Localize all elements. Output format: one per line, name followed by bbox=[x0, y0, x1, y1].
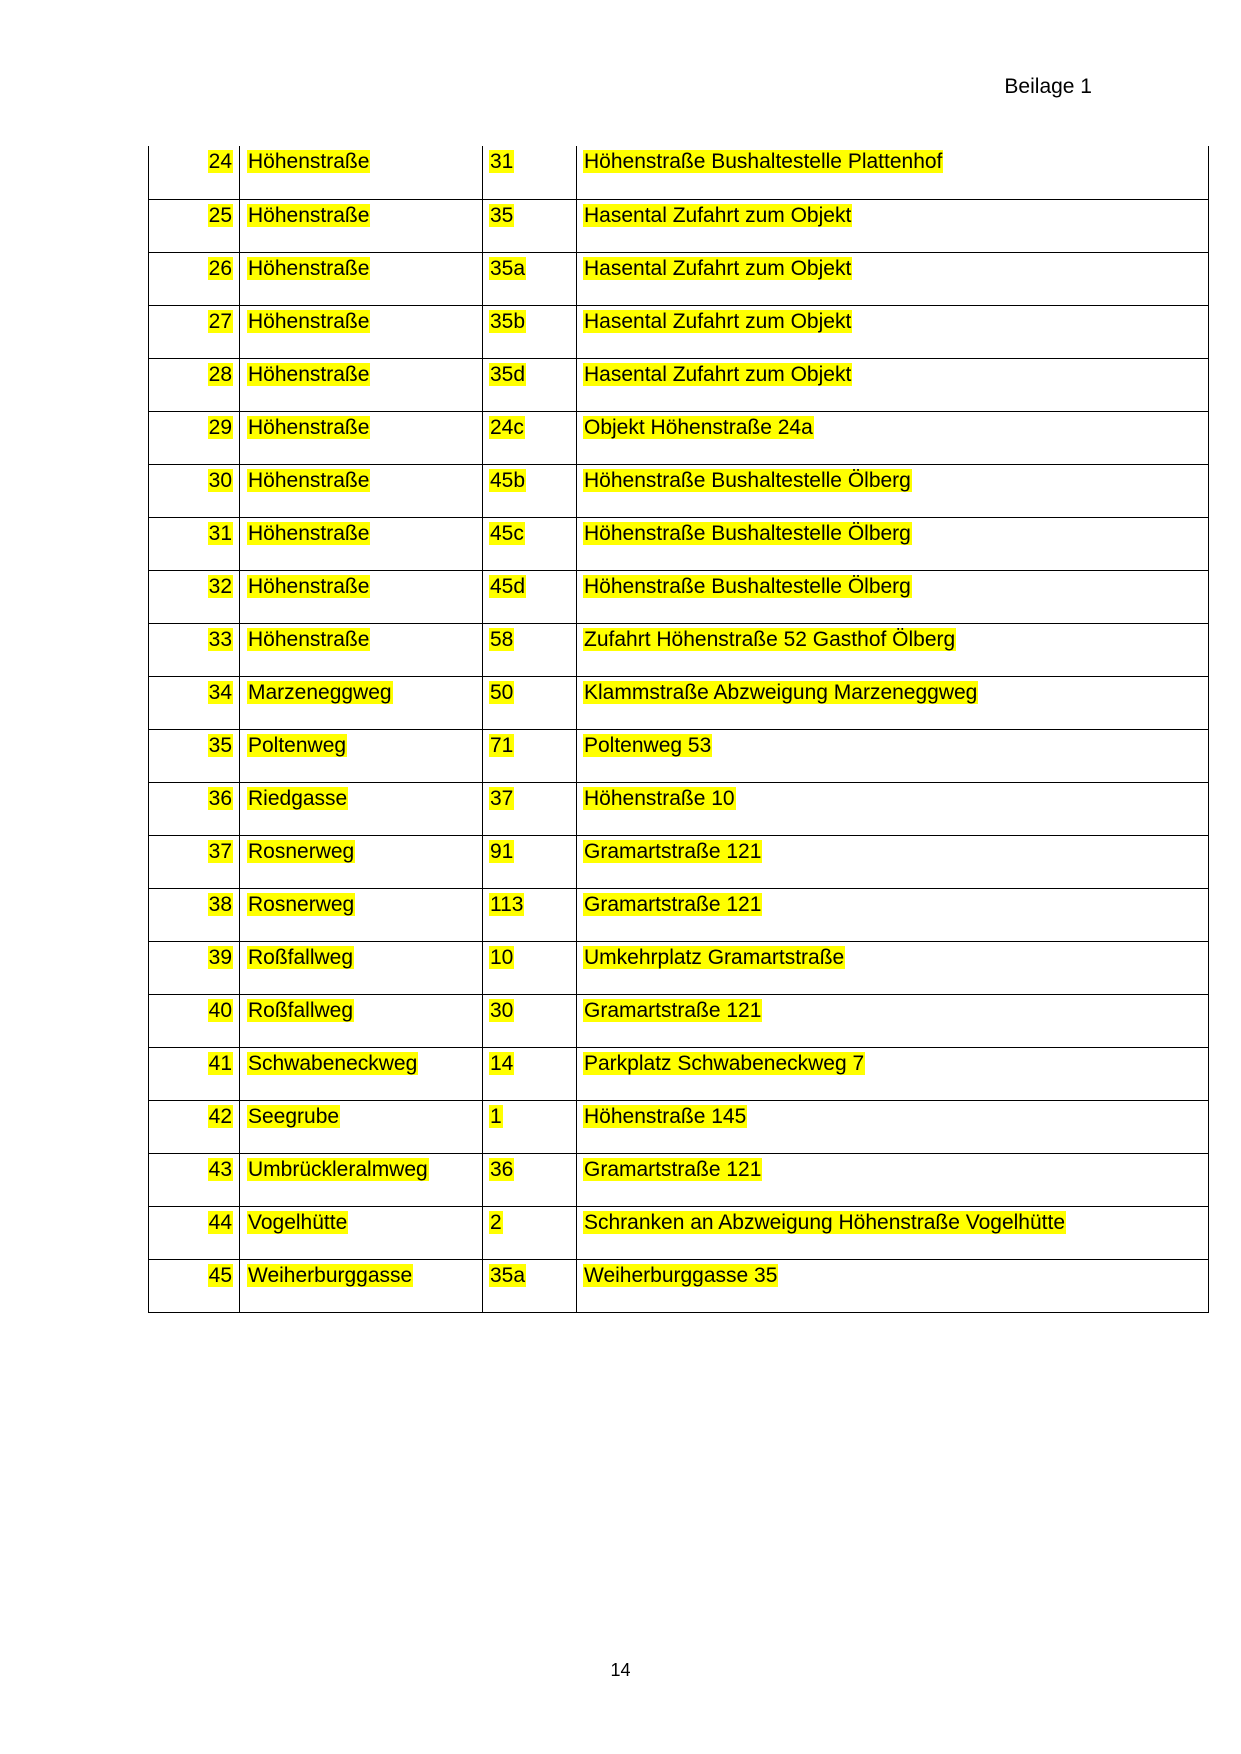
street-name-cell bbox=[240, 570, 483, 623]
location-description: Höhenstraße 145 bbox=[584, 1104, 747, 1128]
site-number-cell bbox=[483, 1259, 577, 1312]
site-number: 37 bbox=[490, 786, 514, 810]
row-number: 34 bbox=[208, 680, 232, 704]
street-name-cell bbox=[240, 517, 483, 570]
table-row bbox=[149, 146, 1209, 199]
location-description: Parkplatz Schwabeneckweg 7 bbox=[584, 1051, 865, 1075]
street-name-cell bbox=[240, 623, 483, 676]
site-number: 45d bbox=[490, 574, 526, 598]
street-name-cell bbox=[240, 835, 483, 888]
site-number-cell bbox=[483, 411, 577, 464]
row-number: 40 bbox=[208, 998, 232, 1022]
location-description-cell bbox=[577, 835, 1209, 888]
site-number-cell bbox=[483, 835, 577, 888]
row-number-cell bbox=[149, 729, 240, 782]
row-number-cell bbox=[149, 835, 240, 888]
street-name-cell bbox=[240, 782, 483, 835]
location-description: Schranken an Abzweigung Höhenstraße Vogelhütte bbox=[584, 1210, 1066, 1234]
row-number: 41 bbox=[208, 1051, 232, 1075]
site-number: 14 bbox=[490, 1051, 514, 1075]
table-row bbox=[149, 1206, 1209, 1259]
street-name-cell bbox=[240, 305, 483, 358]
row-number-cell bbox=[149, 676, 240, 729]
attachment-label: Beilage 1 bbox=[1004, 75, 1092, 98]
table-row bbox=[149, 623, 1209, 676]
row-number: 43 bbox=[208, 1157, 232, 1181]
row-number-cell bbox=[149, 994, 240, 1047]
table-row bbox=[149, 676, 1209, 729]
location-description: Höhenstraße Bushaltestelle Ölberg bbox=[584, 521, 911, 545]
site-number: 35a bbox=[490, 1263, 526, 1287]
location-description: Höhenstraße 10 bbox=[584, 786, 735, 810]
location-description-cell bbox=[577, 888, 1209, 941]
street-name-cell bbox=[240, 1259, 483, 1312]
location-description-cell bbox=[577, 676, 1209, 729]
row-number-cell bbox=[149, 517, 240, 570]
row-number-cell bbox=[149, 570, 240, 623]
row-number: 39 bbox=[208, 945, 232, 969]
street-name: Höhenstraße bbox=[248, 203, 370, 227]
location-description: Höhenstraße Bushaltestelle Ölberg bbox=[584, 468, 911, 492]
row-number: 33 bbox=[208, 627, 232, 651]
site-number: 71 bbox=[490, 733, 514, 757]
table-body bbox=[149, 146, 1209, 1312]
page-number: 14 bbox=[610, 1660, 631, 1680]
street-name: Poltenweg bbox=[248, 733, 347, 757]
location-description-cell bbox=[577, 464, 1209, 517]
location-description-cell bbox=[577, 305, 1209, 358]
row-number: 28 bbox=[208, 362, 232, 386]
location-description-cell bbox=[577, 941, 1209, 994]
site-number-cell bbox=[483, 782, 577, 835]
row-number-cell bbox=[149, 146, 240, 199]
location-description: Hasental Zufahrt zum Objekt bbox=[584, 203, 852, 227]
street-name: Weiherburggasse bbox=[248, 1263, 413, 1287]
table-row bbox=[149, 1100, 1209, 1153]
location-table bbox=[148, 146, 1209, 1313]
location-description: Klammstraße Abzweigung Marzeneggweg bbox=[584, 680, 978, 704]
row-number: 36 bbox=[208, 786, 232, 810]
row-number: 25 bbox=[208, 203, 232, 227]
row-number-cell bbox=[149, 1100, 240, 1153]
street-name: Rosnerweg bbox=[248, 839, 355, 863]
table-row bbox=[149, 305, 1209, 358]
site-number-cell bbox=[483, 464, 577, 517]
site-number-cell bbox=[483, 994, 577, 1047]
site-number: 45c bbox=[490, 521, 524, 545]
row-number-cell bbox=[149, 1047, 240, 1100]
row-number: 45 bbox=[208, 1263, 232, 1287]
site-number-cell bbox=[483, 517, 577, 570]
site-number: 24c bbox=[490, 415, 524, 439]
table-row bbox=[149, 1153, 1209, 1206]
table-row bbox=[149, 941, 1209, 994]
location-description: Hasental Zufahrt zum Objekt bbox=[584, 256, 852, 280]
location-description: Poltenweg 53 bbox=[584, 733, 712, 757]
street-name-cell bbox=[240, 146, 483, 199]
location-description-cell bbox=[577, 517, 1209, 570]
row-number-cell bbox=[149, 888, 240, 941]
site-number: 91 bbox=[490, 839, 514, 863]
site-number-cell bbox=[483, 1100, 577, 1153]
site-number-cell bbox=[483, 941, 577, 994]
street-name-cell bbox=[240, 1100, 483, 1153]
street-name-cell bbox=[240, 252, 483, 305]
table-row bbox=[149, 411, 1209, 464]
location-description-cell bbox=[577, 199, 1209, 252]
row-number-cell bbox=[149, 941, 240, 994]
row-number-cell bbox=[149, 1206, 240, 1259]
street-name: Roßfallweg bbox=[248, 945, 354, 969]
row-number: 32 bbox=[208, 574, 232, 598]
street-name: Höhenstraße bbox=[248, 468, 370, 492]
street-name: Höhenstraße bbox=[248, 256, 370, 280]
location-description-cell bbox=[577, 1259, 1209, 1312]
table-row bbox=[149, 517, 1209, 570]
street-name-cell bbox=[240, 729, 483, 782]
street-name: Rosnerweg bbox=[248, 892, 355, 916]
row-number-cell bbox=[149, 358, 240, 411]
location-description: Höhenstraße Bushaltestelle Plattenhof bbox=[584, 150, 943, 173]
site-number-cell bbox=[483, 146, 577, 199]
row-number: 29 bbox=[208, 415, 232, 439]
site-number: 30 bbox=[490, 998, 514, 1022]
row-number: 26 bbox=[208, 256, 232, 280]
site-number-cell bbox=[483, 252, 577, 305]
site-number-cell bbox=[483, 199, 577, 252]
site-number: 35 bbox=[490, 203, 514, 227]
location-description: Gramartstraße 121 bbox=[584, 998, 762, 1022]
site-number: 50 bbox=[490, 680, 514, 704]
row-number-cell bbox=[149, 252, 240, 305]
location-description: Gramartstraße 121 bbox=[584, 1157, 762, 1181]
location-description: Zufahrt Höhenstraße 52 Gasthof Ölberg bbox=[584, 627, 956, 651]
location-description-cell bbox=[577, 623, 1209, 676]
site-number-cell bbox=[483, 1153, 577, 1206]
row-number: 42 bbox=[208, 1104, 232, 1128]
row-number: 44 bbox=[208, 1210, 232, 1234]
location-description-cell bbox=[577, 782, 1209, 835]
location-description-cell bbox=[577, 570, 1209, 623]
street-name: Vogelhütte bbox=[248, 1210, 348, 1234]
row-number: 27 bbox=[208, 309, 232, 333]
row-number: 37 bbox=[208, 839, 232, 863]
street-name-cell bbox=[240, 358, 483, 411]
site-number-cell bbox=[483, 305, 577, 358]
site-number: 1 bbox=[490, 1104, 502, 1128]
site-number: 31 bbox=[490, 150, 514, 173]
site-number: 35d bbox=[490, 362, 526, 386]
row-number: 24 bbox=[208, 150, 232, 173]
street-name: Höhenstraße bbox=[248, 521, 370, 545]
street-name: Höhenstraße bbox=[248, 150, 370, 173]
site-number: 45b bbox=[490, 468, 526, 492]
location-description-cell bbox=[577, 729, 1209, 782]
site-number: 35a bbox=[490, 256, 526, 280]
site-number: 10 bbox=[490, 945, 514, 969]
street-name: Höhenstraße bbox=[248, 415, 370, 439]
street-name: Seegrube bbox=[248, 1104, 340, 1128]
street-name: Schwabeneckweg bbox=[248, 1051, 418, 1075]
row-number: 30 bbox=[208, 468, 232, 492]
street-name: Höhenstraße bbox=[248, 309, 370, 333]
row-number-cell bbox=[149, 305, 240, 358]
site-number: 36 bbox=[490, 1157, 514, 1181]
row-number: 31 bbox=[208, 521, 232, 545]
street-name: Riedgasse bbox=[248, 786, 348, 810]
table-row bbox=[149, 1047, 1209, 1100]
street-name: Höhenstraße bbox=[248, 574, 370, 598]
street-name-cell bbox=[240, 1206, 483, 1259]
location-description: Objekt Höhenstraße 24a bbox=[584, 415, 813, 439]
site-number-cell bbox=[483, 676, 577, 729]
table-row bbox=[149, 835, 1209, 888]
site-number-cell bbox=[483, 570, 577, 623]
location-description: Höhenstraße Bushaltestelle Ölberg bbox=[584, 574, 911, 598]
location-description-cell bbox=[577, 1206, 1209, 1259]
street-name: Höhenstraße bbox=[248, 362, 370, 386]
site-number: 113 bbox=[490, 892, 524, 916]
site-number-cell bbox=[483, 1206, 577, 1259]
location-description-cell bbox=[577, 358, 1209, 411]
table-row bbox=[149, 570, 1209, 623]
street-name-cell bbox=[240, 199, 483, 252]
street-name: Höhenstraße bbox=[248, 627, 370, 651]
location-description-cell bbox=[577, 411, 1209, 464]
street-name: Umbrückleralmweg bbox=[248, 1157, 428, 1181]
location-description-cell bbox=[577, 1047, 1209, 1100]
site-number-cell bbox=[483, 888, 577, 941]
location-description: Gramartstraße 121 bbox=[584, 839, 762, 863]
table-row bbox=[149, 782, 1209, 835]
site-number-cell bbox=[483, 358, 577, 411]
row-number-cell bbox=[149, 464, 240, 517]
location-description: Hasental Zufahrt zum Objekt bbox=[584, 309, 852, 333]
location-description-cell bbox=[577, 1100, 1209, 1153]
location-description-cell bbox=[577, 252, 1209, 305]
location-description-cell bbox=[577, 1153, 1209, 1206]
site-number: 58 bbox=[490, 627, 514, 651]
location-description: Umkehrplatz Gramartstraße bbox=[584, 945, 845, 969]
row-number: 38 bbox=[208, 892, 232, 916]
table-row bbox=[149, 994, 1209, 1047]
table-row bbox=[149, 464, 1209, 517]
location-description-cell bbox=[577, 994, 1209, 1047]
site-number: 2 bbox=[490, 1210, 502, 1234]
street-name-cell bbox=[240, 676, 483, 729]
site-number-cell bbox=[483, 623, 577, 676]
location-description: Hasental Zufahrt zum Objekt bbox=[584, 362, 852, 386]
row-number-cell bbox=[149, 782, 240, 835]
row-number-cell bbox=[149, 199, 240, 252]
location-description: Gramartstraße 121 bbox=[584, 892, 762, 916]
table-row bbox=[149, 199, 1209, 252]
row-number-cell bbox=[149, 411, 240, 464]
street-name-cell bbox=[240, 411, 483, 464]
row-number: 35 bbox=[208, 733, 232, 757]
table-row bbox=[149, 1259, 1209, 1312]
row-number-cell bbox=[149, 1153, 240, 1206]
street-name: Roßfallweg bbox=[248, 998, 354, 1022]
row-number-cell bbox=[149, 623, 240, 676]
table-row bbox=[149, 888, 1209, 941]
street-name-cell bbox=[240, 941, 483, 994]
table-row bbox=[149, 729, 1209, 782]
street-name-cell bbox=[240, 464, 483, 517]
street-name-cell bbox=[240, 888, 483, 941]
row-number-cell bbox=[149, 1259, 240, 1312]
location-description: Weiherburggasse 35 bbox=[584, 1263, 778, 1287]
street-name-cell bbox=[240, 1047, 483, 1100]
site-number-cell bbox=[483, 729, 577, 782]
table-row bbox=[149, 358, 1209, 411]
table-row bbox=[149, 252, 1209, 305]
street-name: Marzeneggweg bbox=[248, 680, 392, 704]
location-description-cell bbox=[577, 146, 1209, 199]
site-number-cell bbox=[483, 1047, 577, 1100]
street-name-cell bbox=[240, 994, 483, 1047]
site-number: 35b bbox=[490, 309, 526, 333]
street-name-cell bbox=[240, 1153, 483, 1206]
